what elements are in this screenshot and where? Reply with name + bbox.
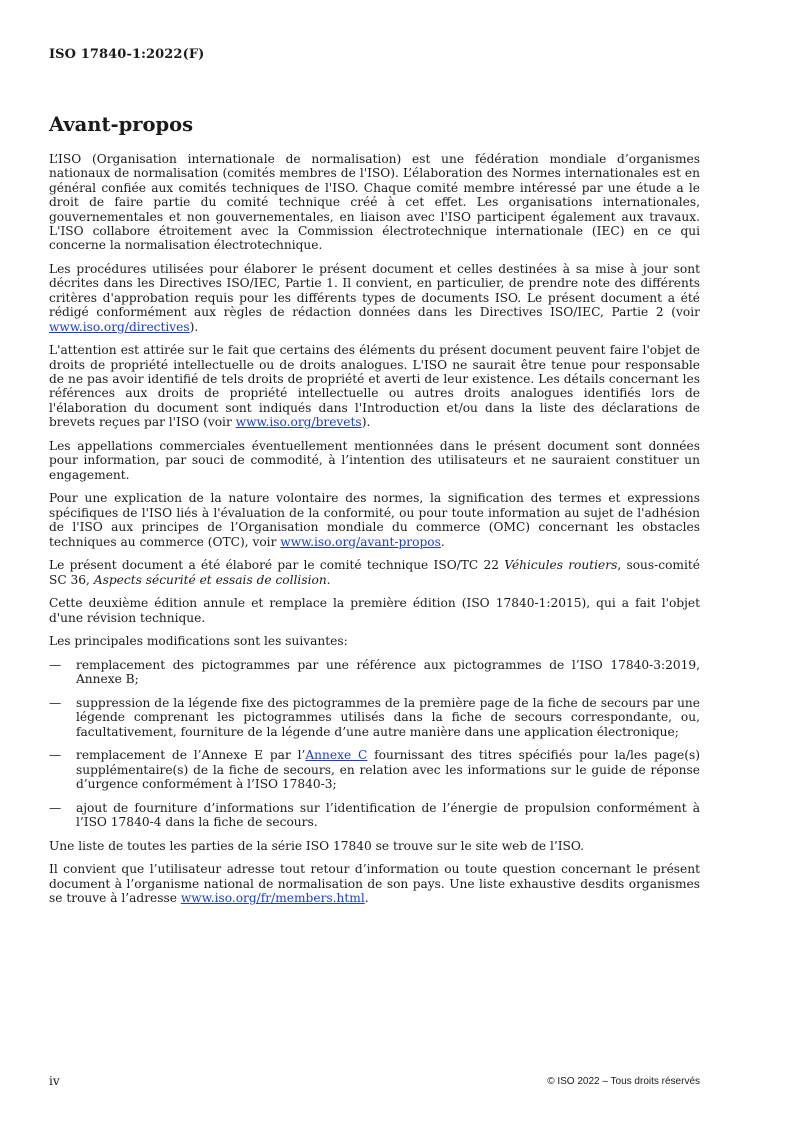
list-item-text: remplacement des pictogrammes par une référence aux pictogrammes de l’ISO 17840-3:2019, Annexe B;: [76, 657, 700, 687]
subcommittee-title: Aspects sécurité et essais de collision: [93, 572, 327, 587]
paragraph-text-mid: , sous-comité SC 36,: [49, 558, 701, 587]
paragraph-text: Les procédures utilisées pour élaborer le présent document et celles destinées à sa mise à jour sont décrites dans les Directives ISO/IEC, Partie 1. Il convient, en particulier, de prendre note des différents critères d'approbation requis pour les différents types de documents ISO. Le présent document a été rédigé conformément aux règles de rédaction données dans les Directives ISO/IEC, Partie 2 (voir: [49, 262, 700, 320]
paragraph-committee: [49, 558, 700, 587]
paragraph-voluntary-nature: [49, 491, 700, 549]
dash-bullet: —: [49, 748, 62, 763]
list-item-text: suppression de la légende fixe des pictogrammes de la première page de la fiche de secours par une légende comprenant les pictogrammes utilisés dans la fiche de secours correspondante, ou, facultativement, fourniture de la légende d’une autre manière dans une application électronique;: [76, 695, 700, 739]
paragraph-text-end: .: [440, 534, 445, 549]
dash-bullet: —: [49, 800, 62, 815]
foreword-body: [49, 152, 700, 915]
annex-c-link[interactable]: Annexe C: [305, 748, 368, 763]
list-item: [49, 658, 700, 687]
paragraph-text-end: ).: [189, 319, 199, 334]
copyright-notice: © ISO 2022 – Tous droits réservés: [547, 1076, 700, 1087]
list-item-text: remplacement de l’Annexe E par l’: [76, 748, 306, 763]
patents-link[interactable]: www.iso.org/brevets: [235, 415, 362, 430]
committee-title: Véhicules routiers: [504, 558, 618, 573]
paragraph-changes-intro: Les principales modifications sont les suivantes:: [49, 634, 348, 649]
members-link[interactable]: www.iso.org/fr/members.html: [180, 890, 365, 905]
paragraph-text: Pour une explication de la nature volontaire des normes, la signification des termes et expressions spécifiques de l'ISO liés à l'évaluation de la conformité, ou pour toute information au sujet de l'adhésion de l'ISO aux principes de l’Organisation mondiale du commerce (OMC) concernant les obstacles techniques au commerce (OTC), voir: [49, 491, 700, 549]
page-title: Avant-propos: [49, 113, 194, 136]
directives-link[interactable]: www.iso.org/directives: [49, 319, 190, 334]
paragraph-edition: Cette deuxième édition annule et remplace la première édition (ISO 17840-1:2015), qui a fait l'objet d'une révision technique.: [49, 596, 700, 625]
paragraph-series-list: Une liste de toutes les parties de la série ISO 17840 se trouve sur le site web de l’ISO.: [49, 838, 585, 853]
list-item-text-end: fournissant des titres spécifiés pour la/les page(s) supplémentaire(s) de la fiche de secours, en relation avec les informations sur le guide de réponse d’urgence conformément à l’ISO 17840-3;: [76, 748, 700, 791]
paragraph-trade-names: Les appellations commerciales éventuellement mentionnées dans le présent document sont données pour information, par souci de commodité, à l’intention des utilisateurs et ne sauraient constituer un engagement.: [49, 438, 700, 482]
dash-bullet: —: [49, 657, 62, 672]
dash-bullet: —: [49, 695, 62, 710]
paragraph-procedures: [49, 262, 700, 334]
paragraph-feedback: [49, 862, 700, 905]
paragraph-text: Il convient que l’utilisateur adresse tout retour d’information ou toute question concernant le présent document à l’organisme national de normalisation de son pays. Une liste exhaustive desdits organismes se trouve à l’adresse: [49, 862, 700, 905]
changes-list: [49, 658, 700, 830]
list-item: [49, 748, 700, 791]
list-item: [49, 696, 700, 739]
paragraph-iso-intro: L’ISO (Organisation internationale de normalisation) est une fédération mondiale d’organismes nationaux de normalisation (comités membres de l'ISO). L’élaboration des Normes internationales est en général confiée aux comités techniques de l'ISO. Chaque comité membre intéressé par une étude a le droit de faire partie du comité technique créé à cet effet. Les organisations internationales, gouvernementales et non gouvernementales, en liaison avec l'ISO participent également aux travaux. L'ISO collabore étroitement avec la Commission électrotechnique internationale (IEC) en ce qui concerne la normalisation électrotechnique.: [49, 152, 700, 253]
list-item: [49, 801, 700, 830]
paragraph-text-end: ).: [361, 415, 371, 430]
document-id: ISO 17840-1:2022(F): [49, 47, 205, 62]
list-item-text: ajout de fourniture d’informations sur l’identification de l’énergie de propulsion conformément à l’ISO 17840-4 dans la fiche de secours.: [76, 800, 700, 829]
foreword-link[interactable]: www.iso.org/avant-propos: [280, 534, 441, 549]
paragraph-text: Le présent document a été élaboré par le comité technique ISO/TC 22: [49, 558, 505, 573]
paragraph-text-end: .: [326, 572, 331, 587]
page-number: iv: [49, 1074, 60, 1088]
paragraph-text-end: .: [364, 890, 369, 905]
paragraph-patents: [49, 343, 700, 429]
paragraph-text: L'attention est attirée sur le fait que certains des éléments du présent document peuvent faire l'objet de droits de propriété intellectuelle ou de droits analogues. L'ISO ne saurait être tenue pour responsable de ne pas avoir identifié de tels droits de propriété et averti de leur existence. Les détails concernant les références aux droits de propriété intellectuelle ou autres droits analogues identifiés lors de l'élaboration du document sont indiqués dans l'Introduction et/ou dans la liste des déclarations de brevets reçues par l'ISO (voir: [49, 343, 700, 430]
